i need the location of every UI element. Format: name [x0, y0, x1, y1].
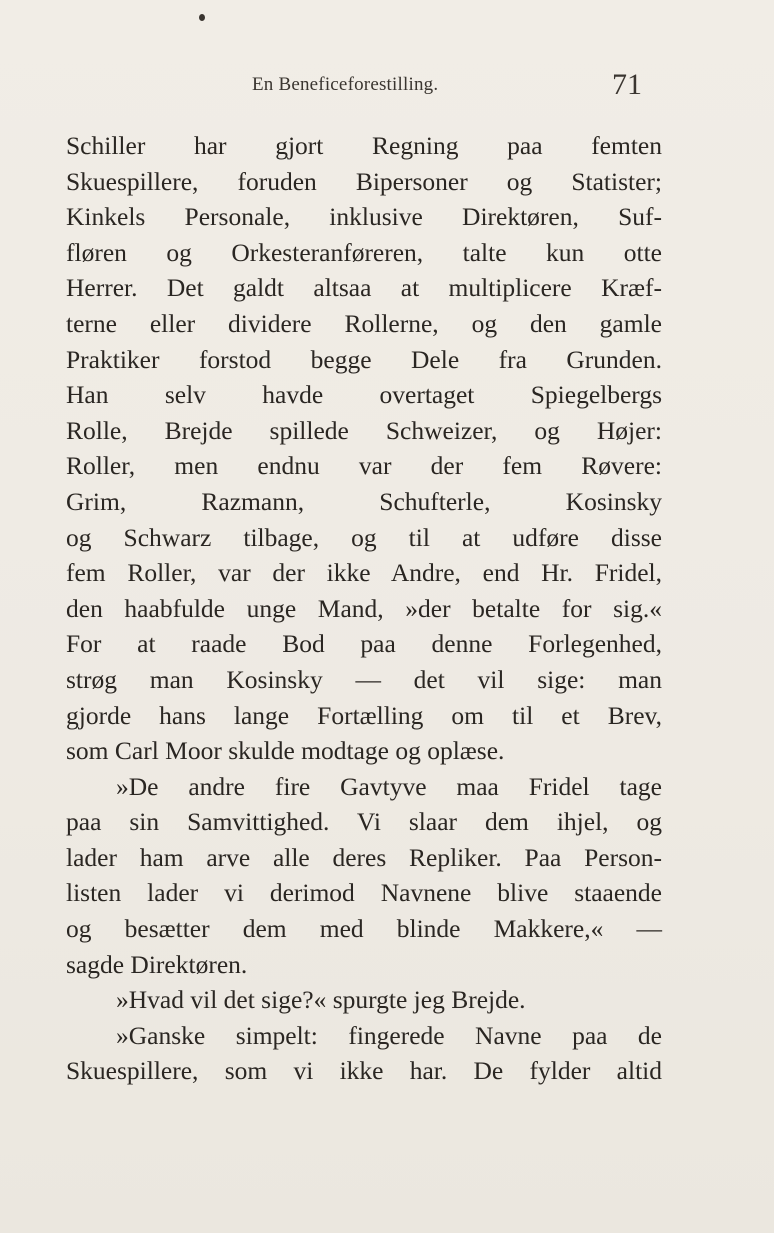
text-line: Herrer. Det galdt altsaa at multiplicere Kræf-	[66, 273, 662, 303]
text-line: Skuespillere, foruden Bipersoner og Statister;	[66, 166, 662, 196]
text-line: fem Roller, var der ikke Andre, end Hr. Fridel,	[66, 558, 662, 588]
text-line: Skuespillere, som vi ikke har. De fylder altid	[66, 1056, 662, 1086]
text-line: og besætter dem med blinde Makkere,« —	[66, 914, 662, 944]
text-line: den haabfulde unge Mand, »der betalte for sig.«	[66, 593, 662, 623]
text-line: fløren og Orkesteranføreren, talte kun otte	[66, 237, 662, 267]
text-line: Han selv havde overtaget Spiegelbergs	[66, 380, 662, 410]
text-line: Schiller har gjort Regning paa femten	[66, 131, 662, 160]
text-line: gjorde hans lange Fortælling om til et Brev,	[66, 700, 662, 730]
text-line: Rolle, Brejde spillede Schweizer, og Højer:	[66, 415, 662, 445]
ink-dot	[199, 14, 205, 21]
text-line: strøg man Kosinsky — det vil sige: man	[66, 664, 662, 694]
text-line: »De andre fire Gavtyve maa Fridel tage	[116, 771, 662, 801]
body-text	[66, 128, 662, 1089]
text-line: listen lader vi derimod Navnene blive staaende	[66, 878, 662, 908]
text-line: som Carl Moor skulde modtage og oplæse.	[66, 736, 505, 766]
text-line: terne eller dividere Rollerne, og den gamle	[66, 308, 662, 338]
text-line: Praktiker forstod begge Dele fra Grunden.	[66, 344, 662, 374]
text-line: paa sin Samvittighed. Vi slaar dem ihjel, og	[66, 807, 662, 837]
text-line: og Schwarz tilbage, og til at udføre disse	[66, 522, 662, 552]
text-line: sagde Direktøren.	[66, 949, 248, 979]
running-head: En Beneficeforestilling.	[252, 74, 439, 95]
page-header	[0, 70, 774, 104]
text-line: lader ham arve alle deres Repliker. Paa Person-	[66, 842, 662, 872]
text-line: »Ganske simpelt: fingerede Navne paa de	[116, 1020, 662, 1050]
text-line: Grim, Razmann, Schufterle, Kosinsky	[66, 486, 662, 516]
text-line: Roller, men endnu var der fem Røvere:	[66, 451, 662, 481]
text-line: Kinkels Personale, inklusive Direktøren, Suf-	[66, 202, 662, 232]
text-line: For at raade Bod paa denne Forlegenhed,	[66, 629, 662, 659]
page-number: 71	[612, 68, 642, 101]
text-line: »Hvad vil det sige?« spurgte jeg Brejde.	[116, 985, 526, 1015]
